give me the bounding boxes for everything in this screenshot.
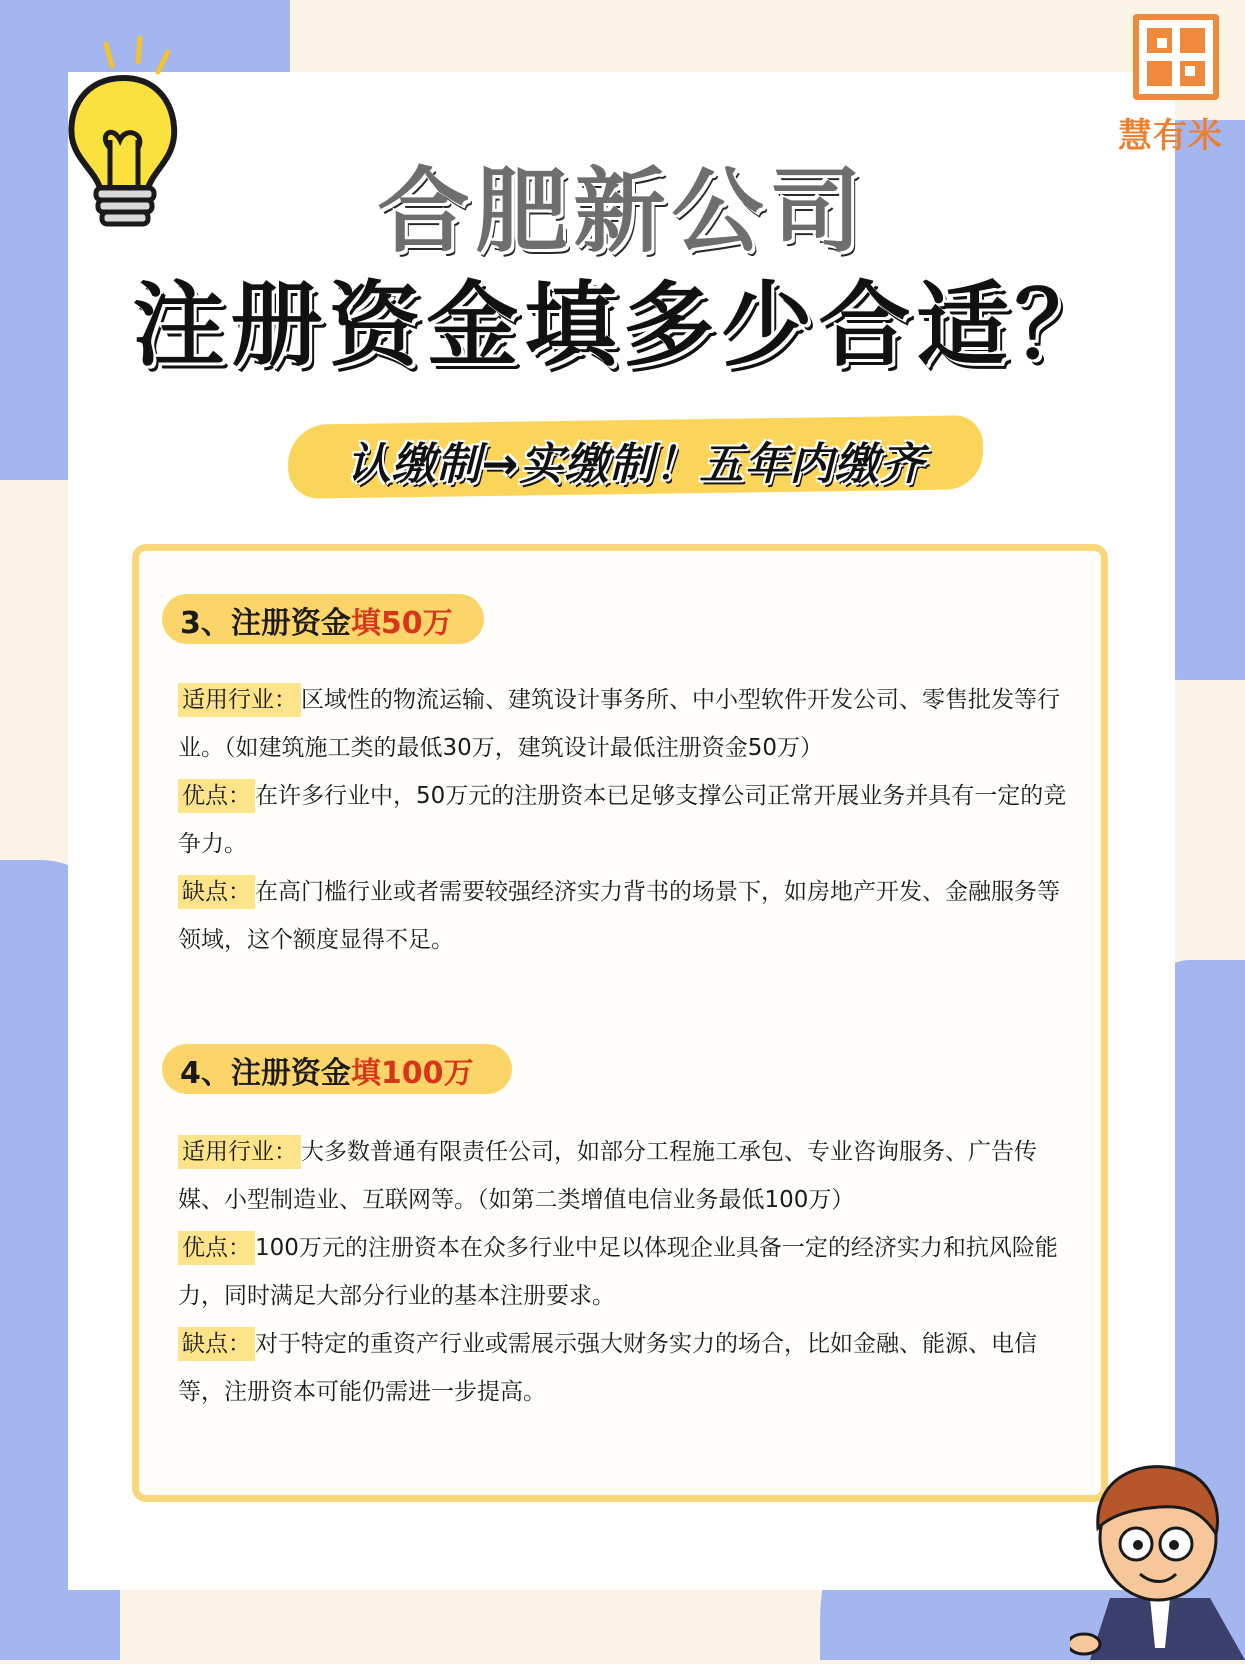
- section-3-item-cons: [178, 868, 1078, 964]
- section-3-body: [178, 676, 1078, 964]
- brand-logo-text: 慧有米: [1118, 116, 1223, 156]
- label-pros: 优点：: [178, 1231, 255, 1265]
- text-pros: 在许多行业中，50万元的注册资本已足够支撑公司正常开展业务并具有一定的竞争力。: [178, 783, 1067, 857]
- text-pros: 100万元的注册资本在众多行业中足以体现企业具备一定的经济实力和抗风险能力，同时满足大部分行业的基本注册要求。: [178, 1235, 1058, 1309]
- subtitle-text: 认缴制→实缴制！五年内缴齐: [346, 439, 925, 490]
- text-industry: 区域性的物流运输、建筑设计事务所、中小型软件开发公司、零售批发等行业。（如建筑施工类的最低30万，建筑设计最低注册资金50万）: [178, 687, 1060, 761]
- label-cons: 缺点：: [178, 875, 255, 909]
- text-cons: 对于特定的重资产行业或需展示强大财务实力的场合，比如金融、能源、电信等，注册资本可能仍需进一步提高。: [178, 1331, 1037, 1405]
- page-title-line2: 注册资金填多少合适？: [132, 272, 1113, 379]
- label-pros: 优点：: [178, 779, 255, 813]
- brand-logo-icon: [1133, 14, 1219, 100]
- label-cons: 缺点：: [178, 1327, 255, 1361]
- section-heading-prefix: 4、注册资金: [180, 1056, 351, 1091]
- label-industry: 适用行业：: [178, 1135, 301, 1169]
- section-heading-highlight: 填50万: [350, 606, 453, 641]
- section-3-item-pros: [178, 772, 1078, 868]
- section-heading-highlight: 填100万: [350, 1056, 474, 1091]
- cartoon-character-icon: [1070, 1448, 1245, 1660]
- text-industry: 大多数普通有限责任公司，如部分工程施工承包、专业咨询服务、广告传媒、小型制造业、互联网等。（如第二类增值电信业务最低100万）: [178, 1139, 1037, 1213]
- section-4-item-cons: [178, 1320, 1078, 1416]
- page-title-line1: 合肥新公司: [377, 158, 868, 265]
- section-4-item-industry: [178, 1128, 1078, 1224]
- section-4-item-pros: [178, 1224, 1078, 1320]
- section-4-body: [178, 1128, 1078, 1416]
- label-industry: 适用行业：: [178, 683, 301, 717]
- section-3-item-industry: [178, 676, 1078, 772]
- section-heading-prefix: 3、注册资金: [180, 606, 351, 641]
- text-cons: 在高门槛行业或者需要较强经济实力背书的场景下，如房地产开发、金融服务等领域，这个额度显得不足。: [178, 879, 1060, 953]
